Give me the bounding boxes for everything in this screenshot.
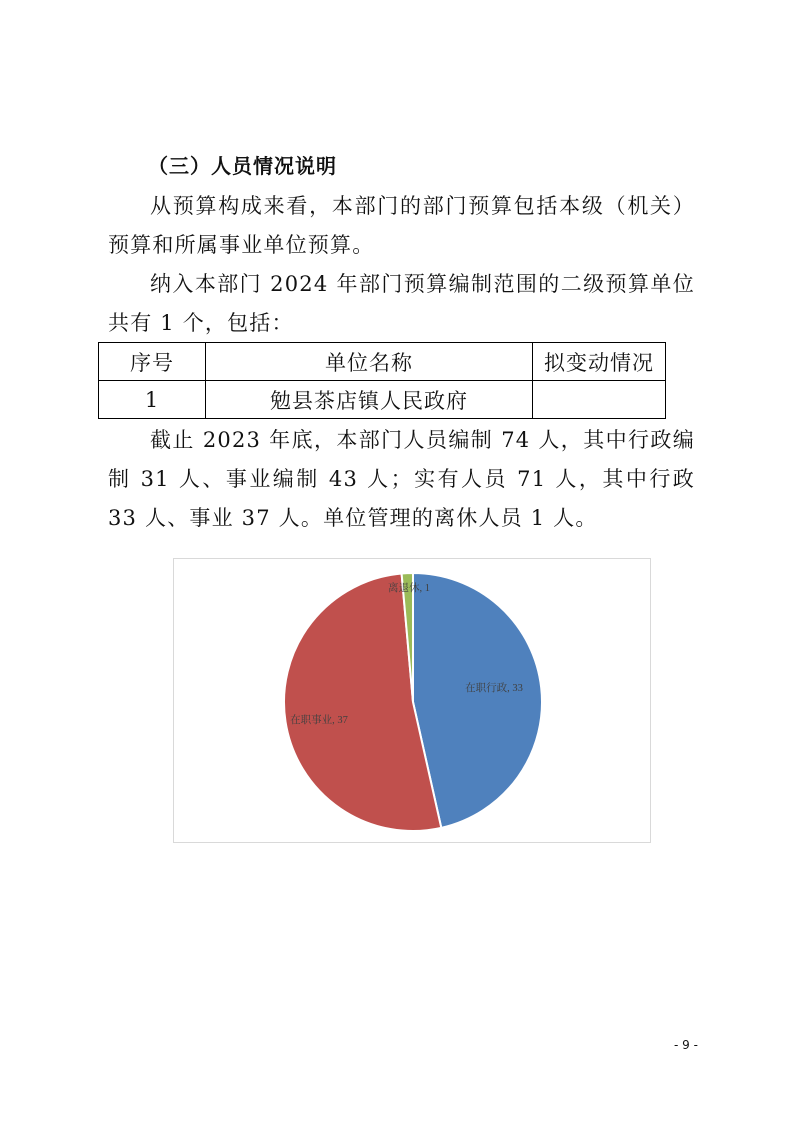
units-table	[98, 342, 666, 419]
table-row	[99, 381, 666, 419]
cell-unit-name: 勉县茶店镇人民政府	[206, 381, 533, 419]
paragraph-secondary-units: 纳入本部门 2024 年部门预算编制范围的二级预算单位共有 1 个，包括：	[108, 272, 695, 335]
page-number: - 9 -	[674, 1038, 698, 1052]
pie-chart-svg	[174, 559, 652, 844]
pie-data-label-0: 在职行政, 33	[465, 683, 523, 694]
staff-pie-chart	[173, 558, 651, 843]
header-change-status: 拟变动情况	[533, 343, 666, 381]
cell-change-status	[533, 381, 666, 419]
section-title: （三）人员情况说明	[148, 154, 337, 178]
header-unit-name: 单位名称	[206, 343, 533, 381]
header-serial: 序号	[99, 343, 206, 381]
cell-serial: 1	[99, 381, 206, 419]
pie-data-label-2: 离退休, 1	[388, 583, 430, 594]
pie-data-label-1: 在职事业, 37	[290, 715, 348, 726]
paragraph-budget-composition: 从预算构成来看，本部门的部门预算包括本级（机关）预算和所属事业单位预算。	[108, 194, 695, 257]
table-header-row	[99, 343, 666, 381]
paragraph-staffing: 截止 2023 年底，本部门人员编制 74 人，其中行政编制 31 人、事业编制 43 人；实有人员 71 人，其中行政 33 人、事业 37 人。单位管理的离休人员 1 人。	[108, 428, 695, 530]
